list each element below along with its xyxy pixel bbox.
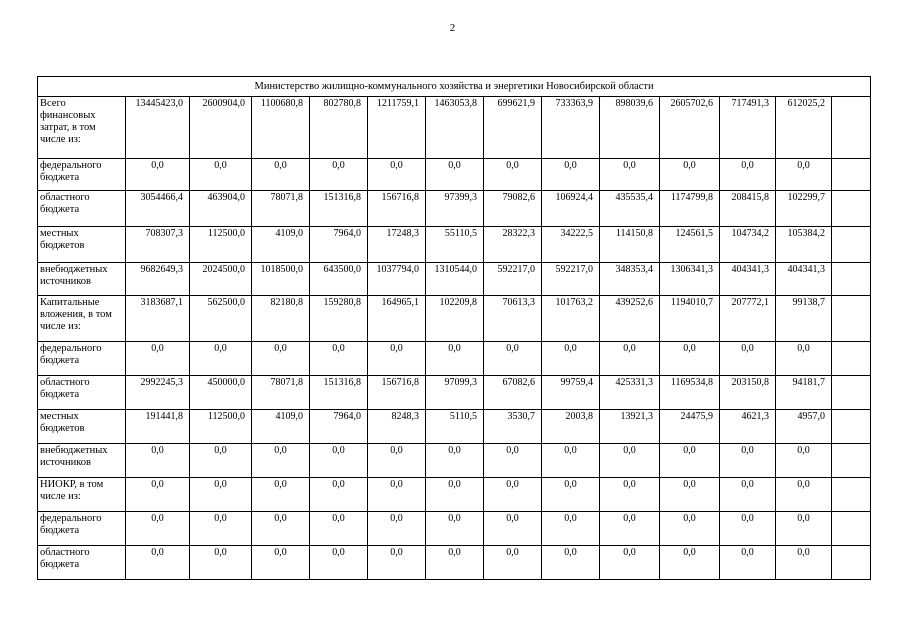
table-row xyxy=(38,376,871,410)
value-cell: 0,0 xyxy=(720,478,776,512)
value-cell: 99759,4 xyxy=(542,376,600,410)
value-cell: 114150,8 xyxy=(600,227,660,263)
value-cell: 207772,1 xyxy=(720,296,776,342)
value-cell: 4109,0 xyxy=(252,227,310,263)
value-cell: 151316,8 xyxy=(310,191,368,227)
value-cell: 0,0 xyxy=(426,478,484,512)
value-cell: 0,0 xyxy=(484,444,542,478)
value-cell: 0,0 xyxy=(190,444,252,478)
row-label: федерального бюджета xyxy=(38,159,126,191)
empty-cell xyxy=(832,410,871,444)
value-cell: 0,0 xyxy=(426,159,484,191)
value-cell: 112500,0 xyxy=(190,227,252,263)
value-cell: 0,0 xyxy=(190,342,252,376)
value-cell: 425331,3 xyxy=(600,376,660,410)
value-cell: 708307,3 xyxy=(126,227,190,263)
value-cell: 0,0 xyxy=(776,342,832,376)
value-cell: 0,0 xyxy=(190,478,252,512)
value-cell: 5110,5 xyxy=(426,410,484,444)
value-cell: 0,0 xyxy=(660,478,720,512)
value-cell: 124561,5 xyxy=(660,227,720,263)
empty-cell xyxy=(832,478,871,512)
value-cell: 0,0 xyxy=(660,546,720,580)
value-cell: 70613,3 xyxy=(484,296,542,342)
value-cell: 0,0 xyxy=(542,342,600,376)
value-cell: 1310544,0 xyxy=(426,263,484,296)
value-cell: 164965,1 xyxy=(368,296,426,342)
value-cell: 7964,0 xyxy=(310,227,368,263)
value-cell: 0,0 xyxy=(720,444,776,478)
value-cell: 102299,7 xyxy=(776,191,832,227)
value-cell: 898039,6 xyxy=(600,97,660,159)
value-cell: 97399,3 xyxy=(426,191,484,227)
value-cell: 0,0 xyxy=(368,159,426,191)
row-label: Капитальные вложения, в том числе из: xyxy=(38,296,126,342)
value-cell: 0,0 xyxy=(542,512,600,546)
table-row xyxy=(38,97,871,159)
value-cell: 0,0 xyxy=(720,512,776,546)
value-cell: 0,0 xyxy=(720,546,776,580)
table-row xyxy=(38,410,871,444)
value-cell: 0,0 xyxy=(126,512,190,546)
value-cell: 3183687,1 xyxy=(126,296,190,342)
value-cell: 0,0 xyxy=(252,478,310,512)
value-cell: 0,0 xyxy=(660,444,720,478)
value-cell: 0,0 xyxy=(190,546,252,580)
value-cell: 78071,8 xyxy=(252,376,310,410)
value-cell: 0,0 xyxy=(368,478,426,512)
value-cell: 4109,0 xyxy=(252,410,310,444)
ministry-header: Министерство жилищно-коммунального хозяйства и энергетики Новосибирской области xyxy=(38,77,871,97)
value-cell: 7964,0 xyxy=(310,410,368,444)
value-cell: 733363,9 xyxy=(542,97,600,159)
value-cell: 1037794,0 xyxy=(368,263,426,296)
value-cell: 348353,4 xyxy=(600,263,660,296)
table-row xyxy=(38,512,871,546)
value-cell: 159280,8 xyxy=(310,296,368,342)
value-cell: 0,0 xyxy=(660,512,720,546)
row-label: НИОКР, в том числе из: xyxy=(38,478,126,512)
row-label: областного бюджета xyxy=(38,376,126,410)
table-row xyxy=(38,444,871,478)
row-label: внебюджетных источников xyxy=(38,444,126,478)
value-cell: 9682649,3 xyxy=(126,263,190,296)
value-cell: 1174799,8 xyxy=(660,191,720,227)
value-cell: 0,0 xyxy=(368,444,426,478)
value-cell: 1100680,8 xyxy=(252,97,310,159)
value-cell: 3054466,4 xyxy=(126,191,190,227)
value-cell: 0,0 xyxy=(126,478,190,512)
empty-cell xyxy=(832,376,871,410)
value-cell: 156716,8 xyxy=(368,191,426,227)
value-cell: 0,0 xyxy=(542,159,600,191)
value-cell: 0,0 xyxy=(252,159,310,191)
empty-cell xyxy=(832,546,871,580)
value-cell: 2024500,0 xyxy=(190,263,252,296)
value-cell: 0,0 xyxy=(542,478,600,512)
value-cell: 0,0 xyxy=(600,159,660,191)
value-cell: 0,0 xyxy=(660,342,720,376)
value-cell: 592217,0 xyxy=(484,263,542,296)
table-row xyxy=(38,191,871,227)
value-cell: 0,0 xyxy=(426,342,484,376)
value-cell: 0,0 xyxy=(720,342,776,376)
value-cell: 0,0 xyxy=(252,512,310,546)
row-label: областного бюджета xyxy=(38,191,126,227)
value-cell: 463904,0 xyxy=(190,191,252,227)
value-cell: 0,0 xyxy=(600,444,660,478)
table-row xyxy=(38,263,871,296)
value-cell: 105384,2 xyxy=(776,227,832,263)
value-cell: 0,0 xyxy=(776,159,832,191)
value-cell: 0,0 xyxy=(310,342,368,376)
value-cell: 4621,3 xyxy=(720,410,776,444)
empty-cell xyxy=(832,444,871,478)
table-row xyxy=(38,546,871,580)
value-cell: 2600904,0 xyxy=(190,97,252,159)
value-cell: 0,0 xyxy=(600,546,660,580)
row-label: местных бюджетов xyxy=(38,410,126,444)
value-cell: 0,0 xyxy=(484,478,542,512)
value-cell: 191441,8 xyxy=(126,410,190,444)
value-cell: 404341,3 xyxy=(720,263,776,296)
value-cell: 104734,2 xyxy=(720,227,776,263)
value-cell: 0,0 xyxy=(426,444,484,478)
value-cell: 0,0 xyxy=(252,342,310,376)
empty-cell xyxy=(832,227,871,263)
empty-cell xyxy=(832,512,871,546)
value-cell: 0,0 xyxy=(190,512,252,546)
value-cell: 67082,6 xyxy=(484,376,542,410)
table-row xyxy=(38,296,871,342)
value-cell: 0,0 xyxy=(310,444,368,478)
value-cell: 2992245,3 xyxy=(126,376,190,410)
value-cell: 0,0 xyxy=(126,444,190,478)
row-label: внебюджетных источников xyxy=(38,263,126,296)
value-cell: 1463053,8 xyxy=(426,97,484,159)
value-cell: 28322,3 xyxy=(484,227,542,263)
value-cell: 4957,0 xyxy=(776,410,832,444)
value-cell: 102209,8 xyxy=(426,296,484,342)
empty-cell xyxy=(832,97,871,159)
value-cell: 0,0 xyxy=(720,159,776,191)
value-cell: 0,0 xyxy=(252,546,310,580)
value-cell: 0,0 xyxy=(368,546,426,580)
value-cell: 112500,0 xyxy=(190,410,252,444)
table-row xyxy=(38,159,871,191)
value-cell: 82180,8 xyxy=(252,296,310,342)
value-cell: 0,0 xyxy=(600,478,660,512)
value-cell: 1194010,7 xyxy=(660,296,720,342)
page-number: 2 xyxy=(449,22,456,34)
value-cell: 2003,8 xyxy=(542,410,600,444)
value-cell: 435535,4 xyxy=(600,191,660,227)
row-label: Всего финансовых затрат, в том числе из: xyxy=(38,97,126,159)
value-cell: 94181,7 xyxy=(776,376,832,410)
value-cell: 0,0 xyxy=(484,512,542,546)
value-cell: 0,0 xyxy=(776,512,832,546)
value-cell: 78071,8 xyxy=(252,191,310,227)
value-cell: 404341,3 xyxy=(776,263,832,296)
value-cell: 0,0 xyxy=(542,444,600,478)
value-cell: 699621,9 xyxy=(484,97,542,159)
value-cell: 717491,3 xyxy=(720,97,776,159)
value-cell: 13445423,0 xyxy=(126,97,190,159)
value-cell: 0,0 xyxy=(426,546,484,580)
value-cell: 439252,6 xyxy=(600,296,660,342)
value-cell: 0,0 xyxy=(126,546,190,580)
empty-cell xyxy=(832,159,871,191)
row-label: местных бюджетов xyxy=(38,227,126,263)
value-cell: 1169534,8 xyxy=(660,376,720,410)
value-cell: 0,0 xyxy=(126,159,190,191)
row-label: федерального бюджета xyxy=(38,512,126,546)
value-cell: 802780,8 xyxy=(310,97,368,159)
value-cell: 0,0 xyxy=(310,478,368,512)
value-cell: 0,0 xyxy=(600,512,660,546)
budget-table xyxy=(37,76,871,580)
value-cell: 55110,5 xyxy=(426,227,484,263)
empty-cell xyxy=(832,296,871,342)
row-label: областного бюджета xyxy=(38,546,126,580)
value-cell: 0,0 xyxy=(426,512,484,546)
value-cell: 24475,9 xyxy=(660,410,720,444)
value-cell: 0,0 xyxy=(310,546,368,580)
value-cell: 2605702,6 xyxy=(660,97,720,159)
table-row xyxy=(38,342,871,376)
value-cell: 0,0 xyxy=(660,159,720,191)
value-cell: 156716,8 xyxy=(368,376,426,410)
value-cell: 203150,8 xyxy=(720,376,776,410)
value-cell: 0,0 xyxy=(310,512,368,546)
value-cell: 643500,0 xyxy=(310,263,368,296)
value-cell: 97099,3 xyxy=(426,376,484,410)
row-label: федерального бюджета xyxy=(38,342,126,376)
value-cell: 592217,0 xyxy=(542,263,600,296)
value-cell: 0,0 xyxy=(368,342,426,376)
value-cell: 0,0 xyxy=(190,159,252,191)
value-cell: 1211759,1 xyxy=(368,97,426,159)
value-cell: 450000,0 xyxy=(190,376,252,410)
value-cell: 1018500,0 xyxy=(252,263,310,296)
value-cell: 612025,2 xyxy=(776,97,832,159)
empty-cell xyxy=(832,191,871,227)
value-cell: 562500,0 xyxy=(190,296,252,342)
value-cell: 0,0 xyxy=(252,444,310,478)
value-cell: 1306341,3 xyxy=(660,263,720,296)
value-cell: 151316,8 xyxy=(310,376,368,410)
value-cell: 99138,7 xyxy=(776,296,832,342)
table-row xyxy=(38,227,871,263)
empty-cell xyxy=(832,342,871,376)
table-header-row xyxy=(38,77,871,97)
value-cell: 0,0 xyxy=(776,478,832,512)
value-cell: 0,0 xyxy=(600,342,660,376)
value-cell: 0,0 xyxy=(484,546,542,580)
value-cell: 13921,3 xyxy=(600,410,660,444)
value-cell: 0,0 xyxy=(310,159,368,191)
value-cell: 8248,3 xyxy=(368,410,426,444)
value-cell: 106924,4 xyxy=(542,191,600,227)
value-cell: 101763,2 xyxy=(542,296,600,342)
value-cell: 0,0 xyxy=(542,546,600,580)
value-cell: 0,0 xyxy=(776,546,832,580)
value-cell: 17248,3 xyxy=(368,227,426,263)
empty-cell xyxy=(832,263,871,296)
value-cell: 34222,5 xyxy=(542,227,600,263)
value-cell: 208415,8 xyxy=(720,191,776,227)
value-cell: 0,0 xyxy=(126,342,190,376)
value-cell: 0,0 xyxy=(484,342,542,376)
value-cell: 79082,6 xyxy=(484,191,542,227)
table-row xyxy=(38,478,871,512)
value-cell: 0,0 xyxy=(776,444,832,478)
value-cell: 0,0 xyxy=(484,159,542,191)
value-cell: 0,0 xyxy=(368,512,426,546)
value-cell: 3530,7 xyxy=(484,410,542,444)
